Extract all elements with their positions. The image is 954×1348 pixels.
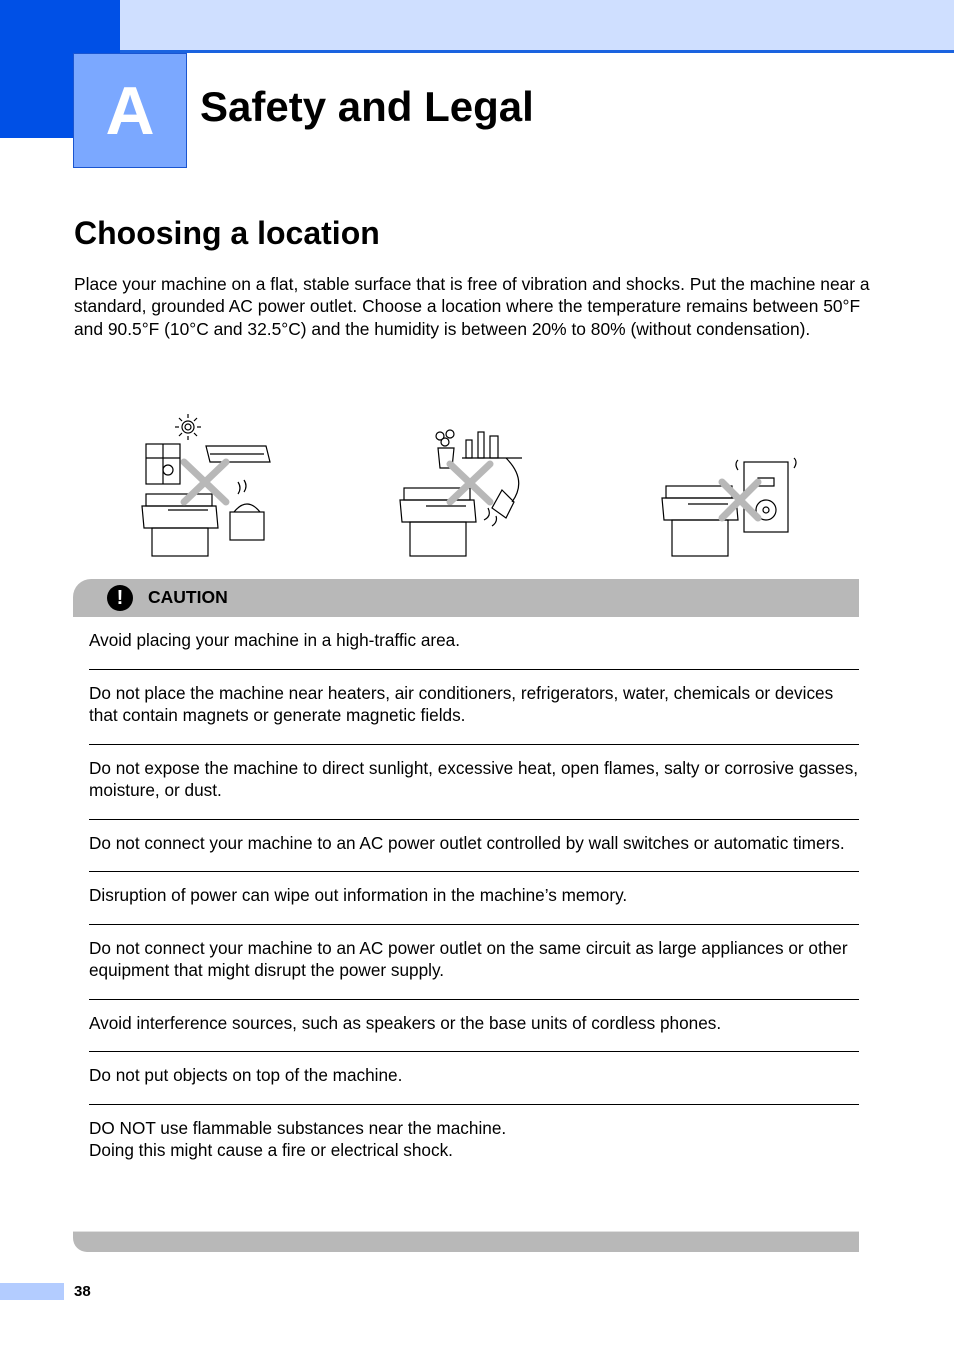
caution-item	[89, 617, 859, 670]
caution-item	[89, 820, 859, 873]
caution-item	[89, 1000, 859, 1053]
caution-list	[89, 617, 859, 1176]
machine-near-heat-sunlight-water-icon	[138, 410, 272, 562]
chapter-letter: A	[105, 72, 155, 149]
page-tab	[0, 1283, 64, 1300]
caution-item	[89, 745, 859, 820]
machine-near-speaker-icon	[658, 456, 798, 562]
caution-item-text: Doing this might cause a fire or electrical shock.	[89, 1140, 453, 1160]
caution-item-text: Avoid placing your machine in a high-traffic area.	[89, 630, 461, 650]
caution-label: CAUTION	[148, 587, 228, 607]
caution-item	[89, 1105, 859, 1176]
caution-footer-bar	[73, 1231, 859, 1252]
chapter-box	[73, 53, 187, 168]
caution-item-text: Do not place the machine near heaters, air conditioners, refrigerators, water, chemicals or devices that contain magnets or generate magnetic fields.	[89, 682, 834, 725]
chapter-title: Safety and Legal	[200, 83, 534, 130]
header-band	[0, 0, 954, 52]
section-title: Choosing a location	[74, 215, 380, 251]
caution-header	[73, 579, 859, 617]
page-number: 38	[74, 1283, 91, 1300]
caution-item-text: Avoid interference sources, such as speakers or the base units of cordless phones.	[89, 1012, 722, 1033]
caution-item	[89, 1052, 859, 1105]
exclamation-icon: !	[107, 585, 133, 611]
intro-paragraph: Place your machine on a flat, stable surface that is free of vibration and shocks. Put the machine near a standard, grounded AC power outlet. Choose a location where the temperature remains between 50°F and 90.5°F (10°C and 32.5°C) and the humidity is between 20% to 80% (without condensation).	[74, 274, 870, 339]
header-rule	[120, 50, 954, 53]
caution-item-text: Do not expose the machine to direct sunlight, excessive heat, open flames, salty or corrosive gasses, moisture, or dust.	[89, 757, 859, 800]
caution-item-text: Do not put objects on top of the machine.	[89, 1065, 403, 1085]
caution-item-text: DO NOT use flammable substances near the machine.	[89, 1117, 507, 1138]
caution-item	[89, 925, 859, 1000]
caution-item-text: Do not connect your machine to an AC power outlet controlled by wall switches or automatic timers.	[89, 832, 845, 853]
caution-item	[89, 670, 859, 745]
caution-item-text: Do not connect your machine to an AC power outlet on the same circuit as large appliances or other equipment that might disrupt the power supply.	[89, 937, 848, 980]
caution-item	[89, 872, 859, 925]
machine-near-chemicals-plants-icon	[396, 426, 536, 562]
caution-item-text: Disruption of power can wipe out information in the machine’s memory.	[89, 885, 628, 905]
